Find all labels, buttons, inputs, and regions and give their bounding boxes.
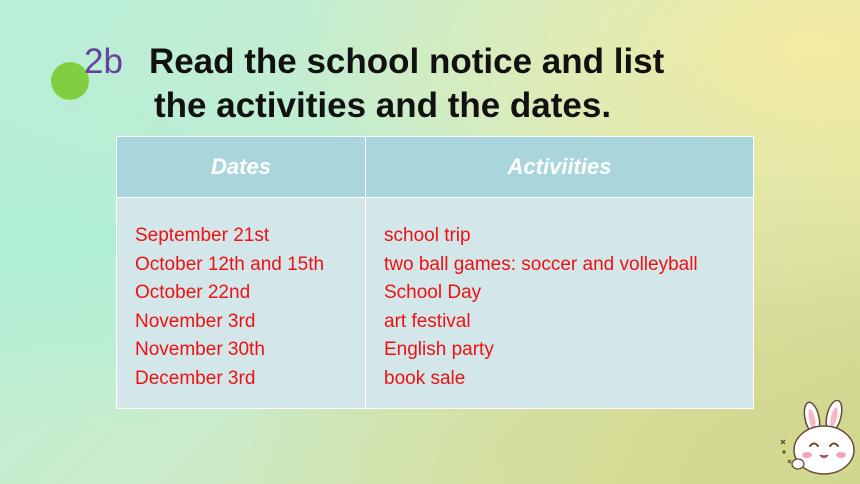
activity-item: book sale <box>384 367 466 389</box>
header-dates: Dates <box>117 137 366 198</box>
activities-cell <box>366 198 754 409</box>
activity-item: English party <box>384 339 494 360</box>
heading <box>84 40 824 128</box>
date-item: October 22nd <box>135 282 251 303</box>
exercise-number: 2b <box>84 42 123 81</box>
dates-cell <box>117 198 366 409</box>
date-item: October 12th and 15th <box>135 253 325 275</box>
date-item: November 30th <box>135 339 265 360</box>
bunny-icon <box>776 400 860 484</box>
activity-item: two ball games: soccer and volleyball <box>384 253 698 275</box>
activity-item: School Day <box>384 282 482 303</box>
date-item: September 21st <box>135 225 270 246</box>
date-item: December 3rd <box>135 367 256 389</box>
heading-line-2: the activities and the dates. <box>154 86 612 125</box>
date-item: November 3rd <box>135 310 256 332</box>
table-row <box>117 198 754 409</box>
header-activities: Activiities <box>366 137 754 198</box>
heading-line-1: Read the school notice and list <box>148 42 665 81</box>
activity-item: art festival <box>384 310 471 332</box>
activity-item: school trip <box>384 225 471 246</box>
notice-table <box>116 136 754 409</box>
table-header-row <box>117 137 754 198</box>
